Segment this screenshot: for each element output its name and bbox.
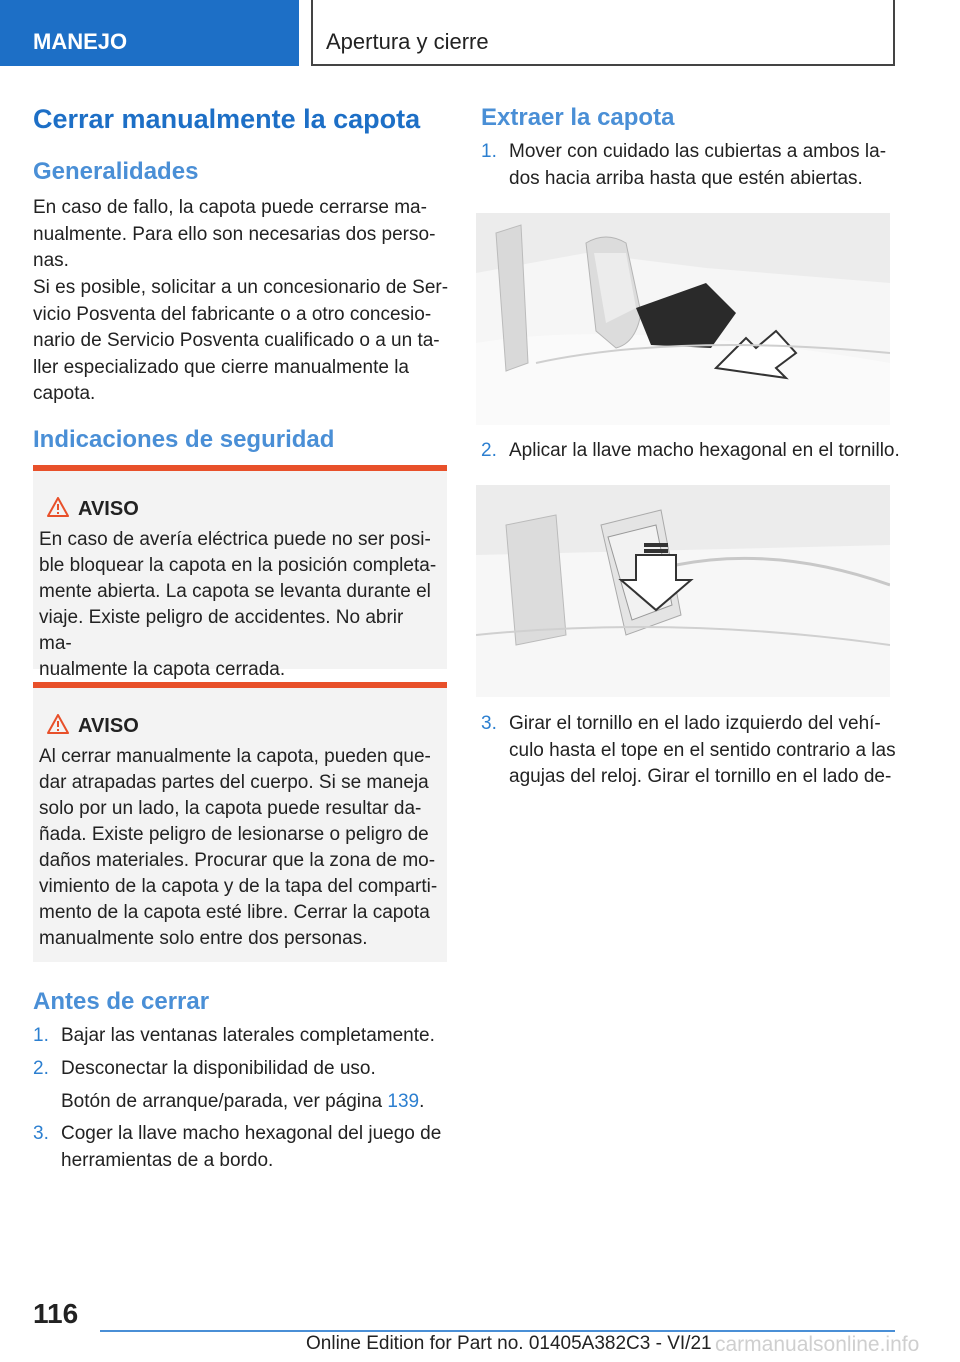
text-line: Si es posible, solicitar a un concesionario de Ser- <box>33 277 449 298</box>
text-line: Al cerrar manualmente la capota, pueden que- <box>39 746 431 767</box>
illustration-open-covers <box>476 213 890 425</box>
general-heading: Generalidades <box>33 158 199 185</box>
step-number: 2. <box>481 440 497 461</box>
section-tab: MANEJO <box>0 0 299 66</box>
convertible-cover-illustration <box>476 213 890 425</box>
safety-heading: Indicaciones de seguridad <box>33 426 335 453</box>
text-line: solo por un lado, la capota puede resultar da- <box>39 798 422 819</box>
general-paragraph-2 <box>33 275 453 408</box>
watermark: carmanualsonline.info <box>715 1333 920 1356</box>
warning-triangle-icon <box>47 714 69 734</box>
text-line: En caso de avería eléctrica puede no ser posi- <box>39 529 431 550</box>
text-line: ñada. Existe peligro de lesionarse o peligro de <box>39 824 429 845</box>
text-line: culo hasta el tope en el sentido contrario a las <box>509 739 896 761</box>
step-number: 1. <box>33 1025 49 1046</box>
step-text: Desconectar la disponibilidad de uso. <box>61 1058 376 1079</box>
text-line: mente abierta. La capota se levanta durante el <box>39 581 431 602</box>
warning-triangle-icon <box>47 497 69 517</box>
text-line: agujas del reloj. Girar el tornillo en el lado de- <box>509 766 892 787</box>
step-text <box>509 711 901 791</box>
text-line: vimiento de la capota y de la tapa del comparti- <box>39 876 438 897</box>
step-text <box>61 1121 453 1174</box>
text-line: Girar el tornillo en el lado izquierdo del vehí- <box>509 713 881 734</box>
right-step-3 <box>481 711 901 791</box>
right-step-2 <box>481 438 901 465</box>
step-2-reference <box>33 1089 453 1116</box>
step-number: 3. <box>33 1123 49 1144</box>
text-line: daños materiales. Procurar que la zona de mo- <box>39 850 436 871</box>
text-line: dar atrapadas partes del cuerpo. Si se maneja <box>39 772 429 793</box>
page-title: Cerrar manualmente la capota <box>33 104 421 134</box>
reference-text <box>61 1089 453 1116</box>
warning-box-2 <box>33 682 447 962</box>
text-line: nas. <box>33 250 69 271</box>
edition-note: Online Edition for Part no. 01405A382C3 - VI/21 <box>306 1333 712 1354</box>
text-line: nario de Servicio Posventa cualificado o a un ta- <box>33 330 440 351</box>
text-line: vicio Posventa del fabricante o a otro concesio- <box>33 303 432 325</box>
reference-label: Botón de arranque/parada, ver página <box>61 1091 388 1112</box>
general-paragraph-1 <box>33 195 453 275</box>
step-1 <box>33 1023 453 1050</box>
reference-end: . <box>419 1091 425 1112</box>
text-line: herramientas de a bordo. <box>61 1149 274 1171</box>
warning-text <box>39 527 441 683</box>
text-line: Mover con cuidado las cubiertas a ambos la- <box>509 141 887 162</box>
step-text <box>509 139 901 192</box>
warning-box-1 <box>33 465 447 680</box>
hex-key-screw-illustration <box>476 485 890 697</box>
extract-heading: Extraer la capota <box>481 104 675 131</box>
step-number: 1. <box>481 141 497 162</box>
text-line: Coger la llave macho hexagonal del juego de <box>61 1123 442 1144</box>
step-text: Bajar las ventanas laterales completamente. <box>61 1025 435 1046</box>
text-line: nualmente la capota cerrada. <box>39 659 286 680</box>
text-line: mento de la capota esté libre. Cerrar la capota <box>39 902 430 923</box>
step-number: 2. <box>33 1058 49 1079</box>
footer-divider <box>100 1330 895 1332</box>
illustration-hex-key <box>476 485 890 697</box>
step-number: 3. <box>481 713 497 734</box>
warning-title: AVISO <box>78 715 139 737</box>
text-line: capota. <box>33 383 96 404</box>
text-line: viaje. Existe peligro de accidentes. No abrir ma- <box>39 607 404 654</box>
warning-title: AVISO <box>78 498 139 520</box>
right-step-1 <box>481 139 901 193</box>
text-line: En caso de fallo, la capota puede cerrarse ma- <box>33 197 427 218</box>
before-closing-heading: Antes de cerrar <box>33 988 210 1015</box>
text-line: ble bloquear la capota en la posición completa- <box>39 555 437 576</box>
step-3 <box>33 1121 453 1175</box>
text-line: nualmente. Para ello son necesarias dos perso- <box>33 223 436 245</box>
page-link[interactable]: 139 <box>387 1091 420 1112</box>
step-2 <box>33 1056 453 1083</box>
page-number: 116 <box>33 1298 79 1329</box>
step-text: Aplicar la llave macho hexagonal en el tornillo. <box>509 440 900 461</box>
warning-text <box>39 744 441 952</box>
topic-header: Apertura y cierre <box>311 0 895 66</box>
text-line: manualmente solo entre dos personas. <box>39 928 368 949</box>
text-line: ller especializado que cierre manualmente la <box>33 356 409 378</box>
text-line: dos hacia arriba hasta que estén abiertas. <box>509 167 863 189</box>
